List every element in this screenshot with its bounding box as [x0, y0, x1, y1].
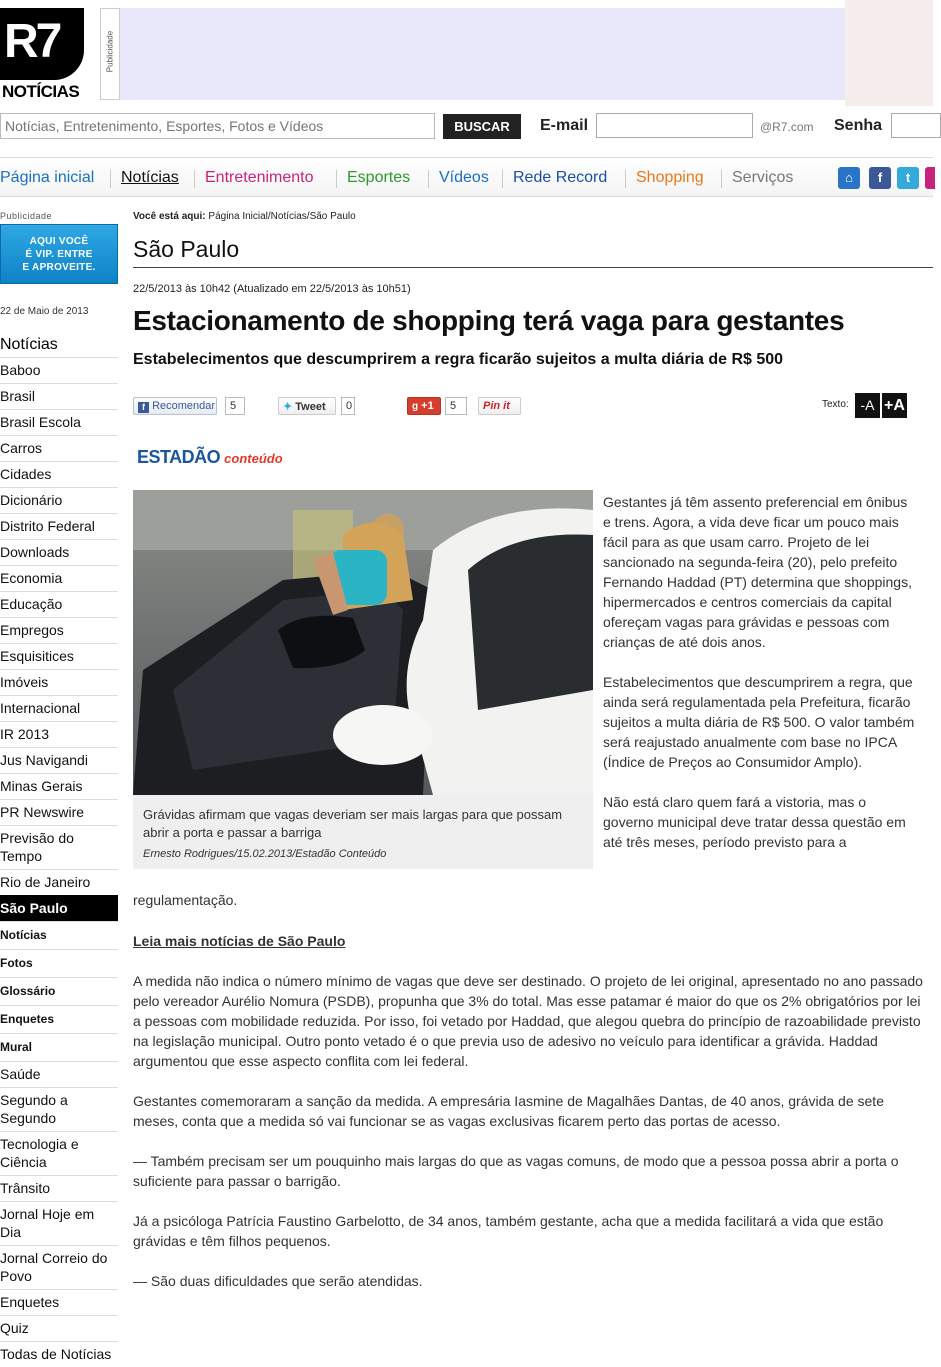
- sidebar-item[interactable]: Minas Gerais: [0, 773, 118, 799]
- gplus-label: +1: [421, 400, 434, 412]
- sidebar-date: 22 de Maio de 2013: [0, 306, 89, 317]
- sidebar-item[interactable]: Previsão do Tempo: [0, 825, 118, 869]
- article-paragraph: Já a psicóloga Patrícia Faustino Garbelotto, de 34 anos, também gestante, acha que a medida facilitará a vida que estão grávidas e têm filhos pequenos.: [133, 1213, 884, 1249]
- nav-noticias[interactable]: Notícias: [121, 169, 179, 186]
- sidebar-item[interactable]: Dicionário: [0, 487, 118, 513]
- ad-right: [845, 0, 933, 106]
- source-logo: [137, 447, 283, 468]
- nav-esportes[interactable]: Esportes: [347, 169, 411, 186]
- sidebar-item[interactable]: IR 2013: [0, 721, 118, 747]
- article-paragraph: Não está claro quem fará a vistoria, mas o governo municipal deve tratar dessa questão em até três meses, período previsto para a: [603, 794, 906, 850]
- nav-separator: [721, 170, 722, 188]
- article-photo[interactable]: [133, 490, 593, 795]
- nav-videos[interactable]: Vídeos: [439, 169, 489, 186]
- sidebar-item[interactable]: Todas de Notícias: [0, 1341, 118, 1367]
- home-icon[interactable]: ⌂: [838, 167, 860, 189]
- text-smaller-button[interactable]: -A: [855, 393, 880, 418]
- facebook-icon[interactable]: f: [869, 167, 891, 189]
- article-paragraph-tail: regulamentação.: [133, 892, 238, 908]
- breadcrumb-path[interactable]: Página Inicial/Notícias/São Paulo: [208, 211, 356, 222]
- tweet-label: Tweet: [295, 401, 326, 413]
- twitter-icon: ✦: [283, 401, 293, 413]
- sidebar-subitem[interactable]: Notícias: [0, 921, 118, 949]
- sidebar-item[interactable]: Segundo a Segundo: [0, 1087, 118, 1131]
- tweet-button[interactable]: [278, 397, 336, 415]
- article-paragraph: Gestantes já têm assento preferencial em ônibus e trens. Agora, a vida deve ficar um pouco mais fácil para as que usam carro. Projeto de lei sancionado na segunda-feira (20), pelo prefeito Fernando Haddad (PT) determina que shoppings, hipermercados e centros comerciais da capital ofereçam vagas para grávidas e pessoas com crianças de até dois anos.: [603, 494, 912, 650]
- email-field[interactable]: [596, 113, 753, 138]
- sidebar-item[interactable]: Rio de Janeiro: [0, 869, 118, 895]
- photo-illustration: [133, 490, 593, 795]
- nav-separator: [625, 170, 626, 188]
- sidebar-item[interactable]: Cidades: [0, 461, 118, 487]
- sidebar-item[interactable]: Jornal Hoje em Dia: [0, 1201, 118, 1245]
- sidebar-item[interactable]: Empregos: [0, 617, 118, 643]
- sidebar-subitem[interactable]: Glossário: [0, 977, 118, 1005]
- nav-shopping[interactable]: Shopping: [636, 169, 704, 186]
- more-icon[interactable]: [925, 167, 935, 189]
- password-label: Senha: [834, 117, 883, 134]
- section-title: São Paulo: [133, 236, 240, 262]
- gplus-icon: g: [412, 401, 419, 412]
- search-button[interactable]: BUSCAR: [443, 114, 521, 139]
- logo-box: [0, 8, 84, 80]
- logo-noticias: NOTÍCIAS: [2, 82, 80, 101]
- sidebar-title: Notícias: [0, 336, 58, 353]
- breadcrumb: [133, 211, 356, 222]
- sidebar-item[interactable]: Tecnologia e Ciência: [0, 1131, 118, 1175]
- main-nav: [0, 157, 933, 197]
- article-intro: [603, 492, 918, 872]
- tweet-count: 0: [341, 397, 355, 415]
- recommend-label: Recomendar: [152, 400, 216, 412]
- article-paragraph: — São duas dificuldades que serão atendidas.: [133, 1273, 423, 1289]
- nav-separator: [502, 170, 503, 188]
- sidebar-item[interactable]: Trânsito: [0, 1175, 118, 1201]
- r7-logo[interactable]: [0, 8, 84, 100]
- password-field[interactable]: [891, 113, 941, 138]
- sidebar-item[interactable]: Educação: [0, 591, 118, 617]
- search-input[interactable]: [0, 113, 435, 139]
- gplus-button[interactable]: [407, 397, 441, 415]
- sidebar-item[interactable]: Internacional: [0, 695, 118, 721]
- source-logo-main: ESTADÃO: [137, 447, 221, 467]
- article-body: [133, 971, 923, 1311]
- vip-ad-line: É VIP. ENTRE: [25, 249, 93, 260]
- sidebar-item[interactable]: Enquetes: [0, 1289, 118, 1315]
- text-larger-button[interactable]: +A: [882, 393, 907, 418]
- nav-entretenimento[interactable]: Entretenimento: [205, 169, 314, 186]
- sidebar-item[interactable]: Economia: [0, 565, 118, 591]
- sidebar-item[interactable]: Brasil: [0, 383, 118, 409]
- photo-caption: Grávidas afirmam que vagas deveriam ser mais largas para que possam abrir a porta e passar a barriga: [143, 807, 563, 840]
- nav-separator: [336, 170, 337, 188]
- sidebar-subitem[interactable]: Fotos: [0, 949, 118, 977]
- sidebar-item[interactable]: Downloads: [0, 539, 118, 565]
- sidebar-item[interactable]: Imóveis: [0, 669, 118, 695]
- sidebar-item[interactable]: Brasil Escola: [0, 409, 118, 435]
- sidebar-item[interactable]: Distrito Federal: [0, 513, 118, 539]
- sidebar-item[interactable]: Jornal Correio do Povo: [0, 1245, 118, 1289]
- vip-ad-line: E APROVEITE.: [22, 262, 96, 273]
- facebook-recommend-button[interactable]: [133, 397, 217, 415]
- section-divider: [133, 267, 933, 268]
- sidebar-item[interactable]: Quiz: [0, 1315, 118, 1341]
- article-paragraph: Gestantes comemoraram a sanção da medida. A empresária Iasmine de Magalhães Dantas, de 40 anos, grávida de sete meses, conta que a medida só vai funcionar se as vagas exclusivas ficarem perto das portas de acesso.: [133, 1093, 884, 1129]
- sidebar-item[interactable]: Jus Navigandi: [0, 747, 118, 773]
- facebook-icon: f: [138, 402, 149, 413]
- article-headline: Estacionamento de shopping terá vaga para gestantes: [133, 305, 845, 336]
- email-domain: @R7.com: [760, 120, 814, 134]
- pinterest-button[interactable]: Pin it: [478, 397, 521, 415]
- nav-servicos[interactable]: Serviços: [732, 169, 794, 186]
- ad-banner[interactable]: [120, 8, 845, 100]
- sidebar-item-active[interactable]: São Paulo: [0, 895, 118, 921]
- article-paragraph: A medida não indica o número mínimo de vagas que deve ser destinado. O projeto de lei original, apresentado no ano passado pelo vereador Aurélio Nomura (PSDB), propunha que 3% do total. Mas esse patamar é maior do que os 2% obrigatórios por lei a pessoas com mobilidade reduzida. Por isso, foi vetado por Haddad, que alegou quebra do princípio de razoabilidade previsto na legislação municipal. Outro ponto vetado é o que previa uso de adesivo no veículo para identificar a grávida. Haddad argumentou que esse aspecto conflita com lei federal.: [133, 973, 923, 1069]
- nav-separator: [194, 170, 195, 188]
- breadcrumb-label: Você está aqui:: [133, 211, 206, 222]
- logo-r7: R7: [4, 15, 60, 68]
- nav-home[interactable]: Página inicial: [0, 169, 95, 186]
- sidebar-item[interactable]: Saúde: [0, 1061, 118, 1087]
- sidebar-ad-label: Publicidade: [0, 211, 53, 221]
- sidebar-item[interactable]: Baboo: [0, 357, 118, 383]
- article-paragraph: Estabelecimentos que descumprirem a regra, que ainda será regulamentada pela Prefeitura, ficarão sujeitos a multa diária de R$ 500. O valor também será reajustado anualmente com base no IPCA (Índice de Preços ao Consumidor Amplo).: [603, 674, 915, 770]
- email-label: E-mail: [540, 117, 589, 134]
- article-paragraph: — Também precisam ser um pouquinho mais largas do que as vagas comuns, de modo que a pessoa possa abrir a porta o suficiente para passar o barrigão.: [133, 1153, 899, 1189]
- gplus-count: 5: [445, 397, 467, 415]
- vip-ad-line: AQUI VOCÊ: [29, 236, 89, 247]
- recommend-count: 5: [225, 397, 245, 415]
- source-logo-sub: conteúdo: [224, 451, 283, 466]
- article-subhead: Estabelecimentos que descumprirem a regra ficarão sujeitos a multa diária de R$ 500: [133, 351, 784, 368]
- photo-credit: Ernesto Rodrigues/15.02.2013/Estadão Conteúdo: [143, 848, 387, 860]
- nav-separator: [428, 170, 429, 188]
- text-size-label: Texto:: [822, 399, 849, 410]
- sidebar-subitem[interactable]: Enquetes: [0, 1005, 118, 1033]
- sidebar-item[interactable]: Esquisitices: [0, 643, 118, 669]
- nav-rede-record[interactable]: Rede Record: [513, 169, 608, 186]
- nav-separator: [110, 170, 111, 188]
- sidebar-item[interactable]: Carros: [0, 435, 118, 461]
- twitter-icon[interactable]: t: [897, 167, 919, 189]
- sidebar-list: [0, 357, 118, 1367]
- sidebar-subitem[interactable]: Mural: [0, 1033, 118, 1061]
- sidebar-item[interactable]: PR Newswire: [0, 799, 118, 825]
- read-more-link[interactable]: Leia mais notícias de São Paulo: [133, 933, 346, 949]
- ad-label: Publicidade: [100, 8, 120, 100]
- publish-date: 22/5/2013 às 10h42 (Atualizado em 22/5/2013 às 10h51): [133, 283, 411, 295]
- vip-ad[interactable]: [0, 224, 118, 284]
